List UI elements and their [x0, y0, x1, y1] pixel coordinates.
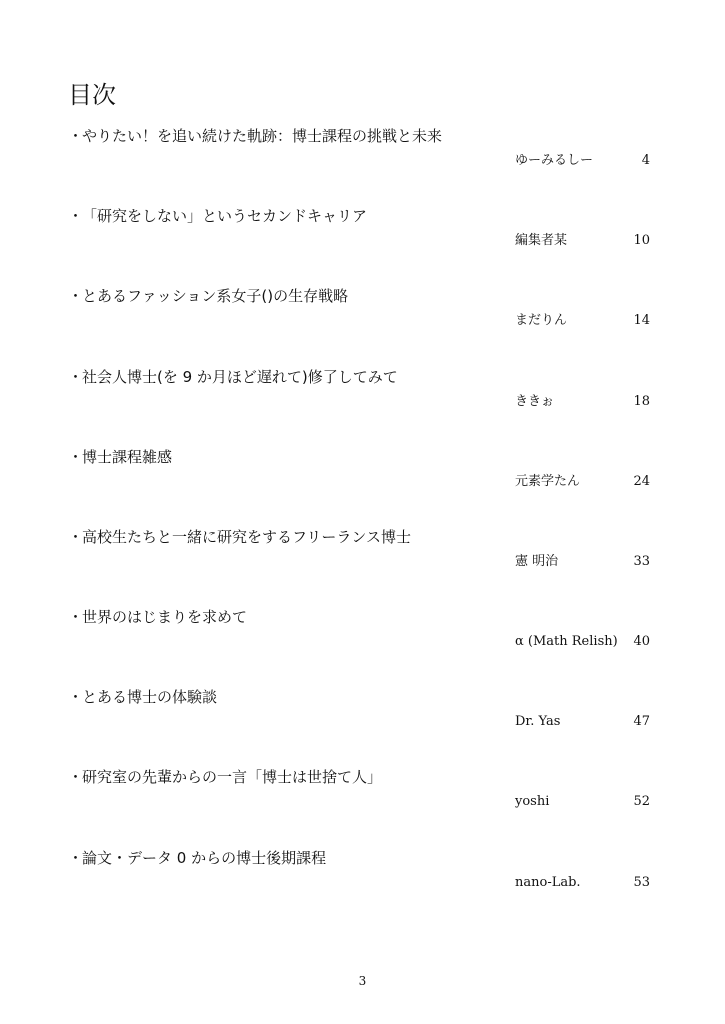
- entry-author: 元素学たん: [515, 474, 581, 489]
- entry-bullet: ・: [68, 207, 84, 225]
- entry-title: [68, 848, 326, 868]
- entry-title: [68, 206, 367, 226]
- entry-title: [68, 126, 442, 146]
- entry-bullet: ・: [68, 528, 84, 546]
- entry-page-number: 4: [641, 153, 650, 168]
- entry-page-number: 14: [633, 313, 650, 328]
- entry-title: [68, 286, 348, 306]
- entry-page-number: 10: [633, 233, 650, 248]
- entry-bullet: ・: [68, 608, 84, 626]
- entry-title-text: 高校生たちと一緒に研究をするフリーランス博士: [82, 528, 411, 546]
- entry-bullet: ・: [68, 849, 84, 867]
- entry-title: [68, 367, 398, 387]
- entry-title: [68, 447, 172, 467]
- toc-entry[interactable]: [0, 447, 725, 507]
- entry-author: まだりん: [515, 313, 568, 328]
- toc-heading: 目次: [68, 81, 116, 109]
- entry-title-text: 論文・データ 0 からの博士後期課程: [82, 849, 327, 867]
- entry-page-number: 53: [633, 875, 650, 890]
- entry-author: yoshi: [515, 794, 550, 809]
- toc-entry[interactable]: [0, 848, 725, 908]
- entry-bullet: ・: [68, 127, 84, 145]
- entry-title-text: 研究室の先輩からの一言「博士は世捨て人」: [82, 768, 383, 786]
- toc-entry[interactable]: [0, 607, 725, 667]
- entry-bullet: ・: [68, 688, 84, 706]
- entry-author: ゆーみるしー: [515, 153, 594, 168]
- entry-page-number: 24: [633, 474, 650, 489]
- entry-author: ききぉ: [515, 394, 555, 409]
- toc-entry[interactable]: [0, 126, 725, 186]
- entry-bullet: ・: [68, 448, 84, 466]
- entry-title-text: 社会人博士(を 9 か月ほど遅れて)修了してみて: [82, 368, 398, 386]
- entry-page-number: 18: [633, 394, 650, 409]
- entry-title-text: 「研究をしない」というセカンドキャリア: [82, 207, 368, 225]
- toc-entry[interactable]: [0, 687, 725, 747]
- entry-page-number: 33: [633, 554, 650, 569]
- entry-title-text: とある博士の体験談: [82, 688, 218, 706]
- entry-bullet: ・: [68, 768, 84, 786]
- toc-entry[interactable]: [0, 206, 725, 266]
- entry-page-number: 47: [633, 714, 650, 729]
- entry-author: 編集者某: [515, 233, 568, 248]
- page-number: 3: [358, 974, 367, 988]
- entry-bullet: ・: [68, 287, 84, 305]
- entry-title-text: 世界のはじまりを求めて: [82, 608, 248, 626]
- entry-title: [68, 767, 382, 787]
- entry-page-number: 40: [633, 634, 650, 649]
- entry-page-number: 52: [633, 794, 650, 809]
- entry-title-text: やりたい！を追い続けた軌跡：博士課程の挑戦と未来: [82, 127, 443, 145]
- toc-entry[interactable]: [0, 286, 725, 346]
- entry-title: [68, 527, 411, 547]
- entry-title-text: 博士課程雑感: [82, 448, 173, 466]
- entry-author: Dr. Yas: [515, 714, 561, 729]
- entry-author: nano-Lab.: [515, 875, 581, 890]
- entry-bullet: ・: [68, 368, 84, 386]
- entry-author: 憲 明治: [515, 554, 559, 569]
- entry-author: α (Math Relish): [515, 634, 618, 649]
- toc-entry[interactable]: [0, 367, 725, 427]
- toc-entry[interactable]: [0, 527, 725, 587]
- entry-title: [68, 687, 217, 707]
- toc-entry[interactable]: [0, 767, 725, 827]
- entry-title: [68, 607, 247, 627]
- entry-title-text: とあるファッション系女子()の生存戦略: [82, 287, 349, 305]
